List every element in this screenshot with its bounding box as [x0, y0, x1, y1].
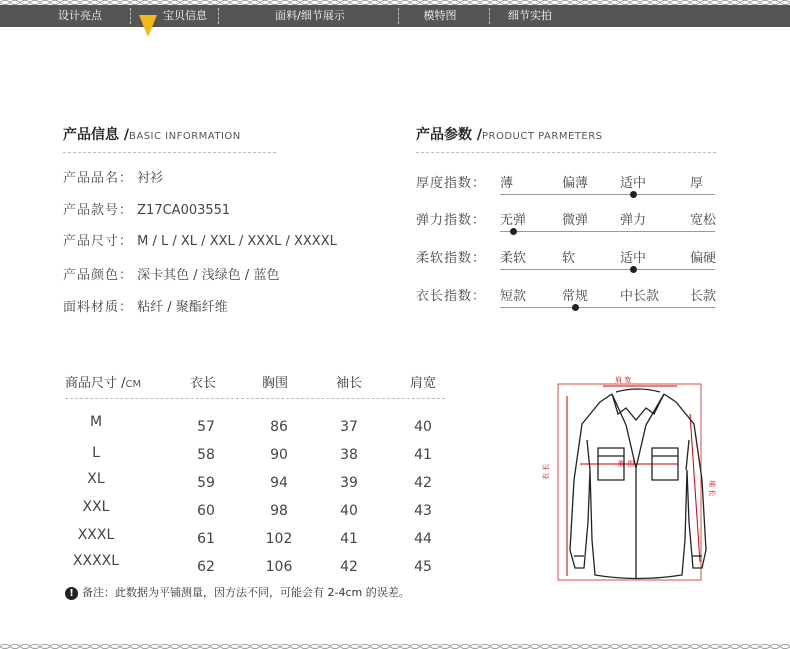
info-row-name: 产品品名： 衬衫: [63, 171, 164, 186]
size-label: M: [89, 414, 103, 430]
shoulder-label: 肩 宽: [615, 376, 632, 384]
divider: [63, 152, 276, 153]
tab-divider: [398, 8, 399, 24]
size-label: XXXL: [77, 527, 115, 543]
column-header-length: 衣长: [190, 376, 217, 391]
size-table-title: 商品尺寸 /CM: [65, 376, 142, 391]
parameter-option: 无弹: [500, 213, 527, 228]
parameter-label: 衣长指数：: [416, 289, 487, 304]
parameter-option: 薄: [500, 176, 514, 191]
basic-info-heading: 产品信息 /BASIC INFORMATION: [63, 127, 241, 143]
sleeve-measure-line: [690, 414, 700, 562]
parameter-scale-line: [500, 231, 715, 232]
table-cell: 38: [340, 447, 358, 463]
parameter-option: 偏薄: [562, 176, 589, 191]
tab-divider: [489, 8, 490, 24]
table-cell: 43: [414, 503, 432, 519]
size-label: XL: [87, 471, 105, 487]
parameter-option: 常规: [562, 289, 589, 304]
table-cell: 42: [414, 475, 432, 491]
chest-label: 胸 围: [618, 460, 635, 468]
shirt-measurement-diagram: [540, 370, 730, 590]
table-cell: 59: [197, 475, 215, 491]
divider: [416, 152, 716, 153]
table-cell: 98: [270, 503, 288, 519]
measure-frame: [558, 384, 701, 580]
parameter-option: 弹力: [620, 213, 647, 228]
column-header-sleeve: 袖长: [336, 376, 363, 391]
parameter-label: 弹力指数：: [416, 213, 487, 228]
parameter-option: 厚: [690, 176, 704, 191]
table-cell: 40: [414, 419, 432, 435]
table-cell: 45: [414, 559, 432, 575]
parameter-option: 柔软: [500, 251, 527, 266]
top-navigation-bar: [0, 5, 790, 27]
info-row-sizes: 产品尺寸： M / L / XL / XXL / XXXL / XXXXL: [63, 234, 337, 249]
parameter-label: 柔软指数：: [416, 251, 487, 266]
table-cell: 58: [197, 447, 215, 463]
length-label: 衣 长: [542, 463, 550, 480]
table-cell: 41: [414, 447, 432, 463]
parameter-option: 宽松: [690, 213, 717, 228]
bottom-chain-border: [0, 644, 790, 649]
parameter-option: 软: [562, 251, 576, 266]
table-cell: 44: [414, 531, 432, 547]
table-cell: 37: [340, 419, 358, 435]
size-label: XXL: [82, 499, 110, 515]
tab-fabric-details[interactable]: 面料/细节展示: [275, 9, 345, 22]
parameter-scale-line: [500, 269, 715, 270]
divider: [65, 398, 445, 399]
parameter-scale-line: [500, 194, 715, 195]
parameter-option: 偏硬: [690, 251, 717, 266]
parameter-option: 适中: [620, 251, 647, 266]
table-cell: 94: [270, 475, 288, 491]
parameter-option: 微弹: [562, 213, 589, 228]
parameter-option: 长款: [690, 289, 717, 304]
info-row-material: 面料材质： 粘纤 / 聚酯纤维: [63, 300, 228, 315]
parameter-scale-line: [500, 307, 715, 308]
table-cell: 40: [340, 503, 358, 519]
parameters-heading: 产品参数 /PRODUCT PARMETERS: [416, 127, 603, 143]
column-header-chest: 胸围: [262, 376, 289, 391]
parameter-option: 短款: [500, 289, 527, 304]
size-label: XXXXL: [72, 553, 120, 569]
exclamation-icon: !: [65, 587, 78, 600]
sleeve-label: 袖 长: [708, 480, 716, 497]
table-cell: 106: [265, 559, 293, 575]
tab-model-photos[interactable]: 模特图: [423, 9, 457, 22]
parameter-indicator-dot: [630, 266, 637, 273]
size-label: L: [92, 445, 100, 461]
parameter-indicator-dot: [572, 304, 579, 311]
tab-divider: [130, 8, 131, 24]
table-cell: 39: [340, 475, 358, 491]
active-tab-pointer: [139, 15, 157, 37]
table-cell: 86: [270, 419, 288, 435]
parameter-option: 适中: [620, 176, 647, 191]
parameter-label: 厚度指数：: [416, 176, 487, 191]
info-row-style-number: 产品款号： Z17CA003551: [63, 203, 231, 218]
parameter-indicator-dot: [630, 191, 637, 198]
info-row-colors: 产品颜色： 深卡其色 / 浅绿色 / 蓝色: [63, 268, 280, 283]
parameter-indicator-dot: [510, 228, 517, 235]
tab-product-info[interactable]: 宝贝信息: [163, 9, 207, 22]
parameter-option: 中长款: [620, 289, 660, 304]
table-cell: 102: [265, 531, 293, 547]
measurement-note: ! 备注：此数据为平铺测量，因方法不同，可能会有 2-4cm 的误差。: [65, 584, 410, 600]
table-cell: 62: [197, 559, 215, 575]
table-cell: 42: [340, 559, 358, 575]
table-cell: 60: [197, 503, 215, 519]
table-cell: 90: [270, 447, 288, 463]
tab-divider: [218, 8, 219, 24]
table-cell: 41: [340, 531, 358, 547]
table-cell: 61: [197, 531, 215, 547]
shirt-outline: [570, 389, 706, 579]
tab-detail-photos[interactable]: 细节实拍: [508, 9, 552, 22]
table-cell: 57: [197, 419, 215, 435]
tab-design-highlights[interactable]: 设计亮点: [58, 9, 102, 22]
column-header-shoulder: 肩宽: [410, 376, 437, 391]
